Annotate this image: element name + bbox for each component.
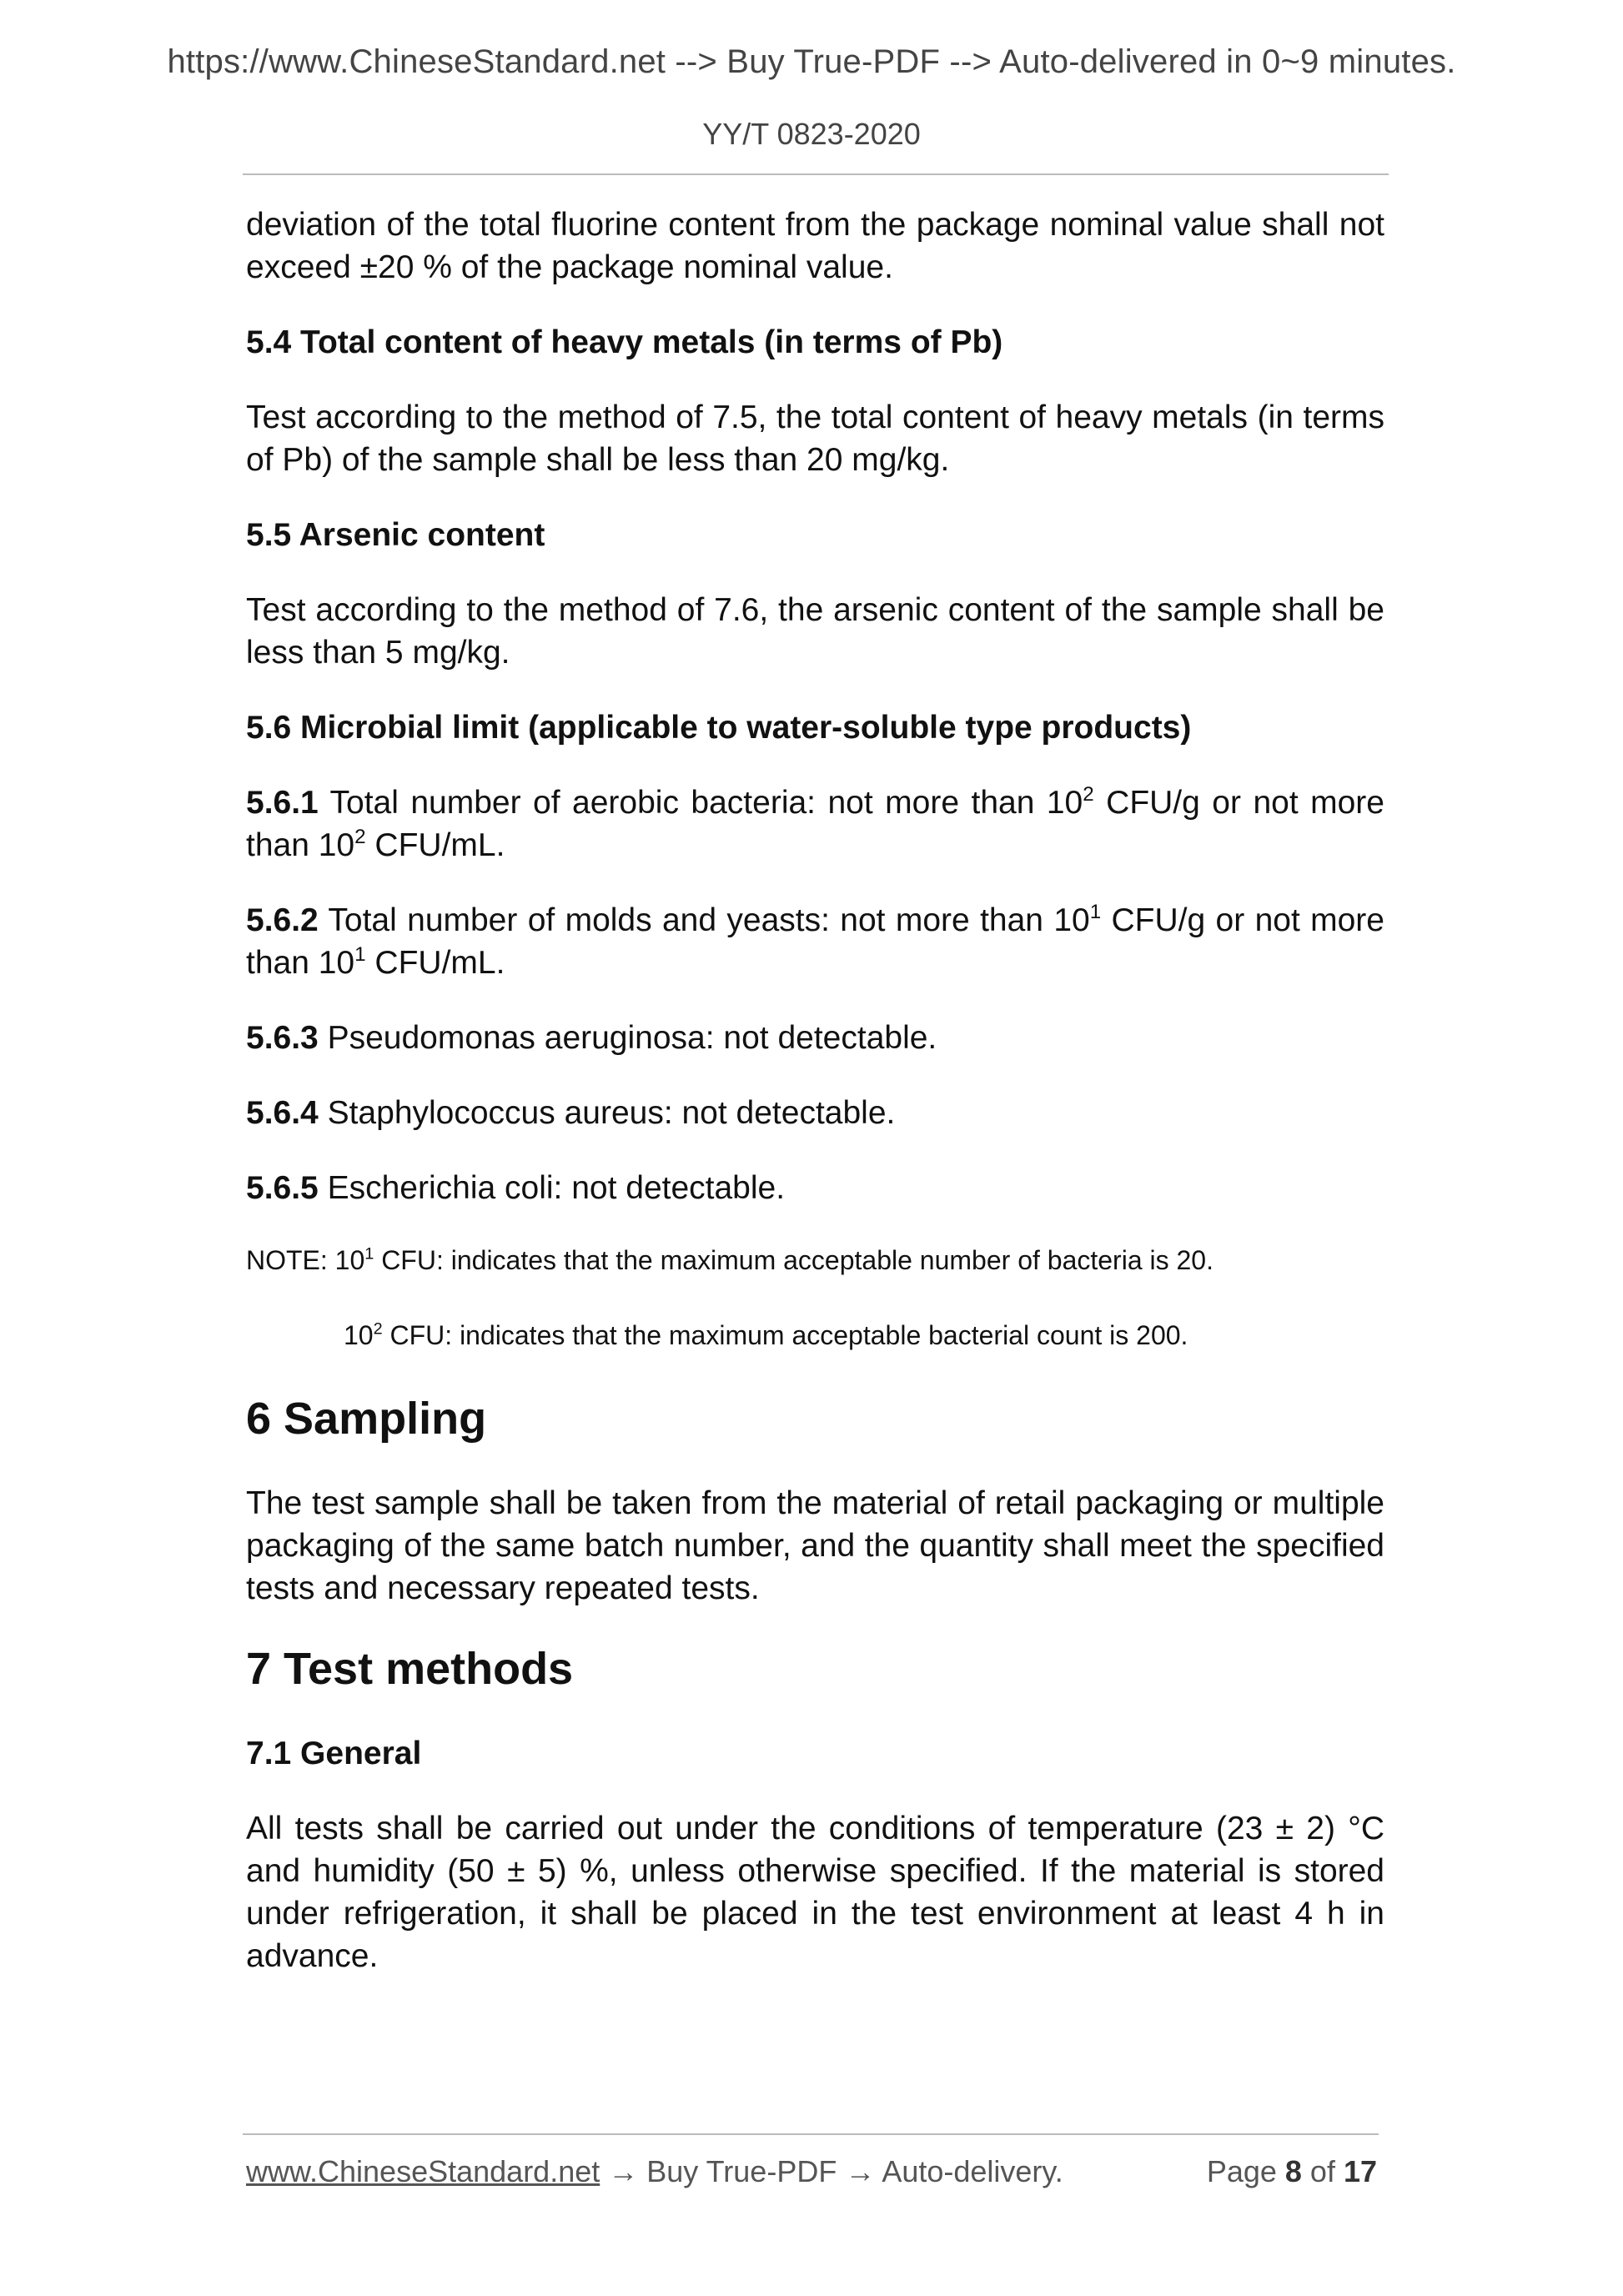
top-banner: https://www.ChineseStandard.net --> Buy True-PDF --> Auto-delivered in 0~9 minutes. — [167, 43, 1456, 80]
section-6-text: The test sample shall be taken from the material of retail packaging or multiple packaging of the same batch number, and the quantity shall meet the specified tests and necessary repeated tests. — [246, 1485, 1384, 1606]
section-5-5-title: 5.5 Arsenic content — [246, 517, 545, 553]
intro-paragraph: deviation of the total fluorine content from the package nominal value shall not exceed ±20 % of the package nominal value. — [246, 207, 1384, 285]
clause-5-6-5: 5.6.5 Escherichia coli: not detectable. — [246, 1170, 786, 1206]
footer-promo: www.ChineseStandard.net → Buy True-PDF → Auto-delivery. — [246, 2154, 1063, 2188]
note-line-2: $10^2$ CFU: indicates that the maximum acceptable bacterial count is 200. — [344, 1319, 1188, 1350]
clause-5-6-3: 5.6.3 Pseudomonas aeruginosa: not detectable. — [246, 1020, 937, 1056]
section-6-title: 6 Sampling — [246, 1394, 487, 1444]
header-divider — [243, 173, 1389, 175]
section-5-5-text: Test according to the method of 7.6, the arsenic content of the sample shall be less than 5 mg/kg. — [246, 592, 1384, 671]
clause-number: 5.6.3 — [246, 1020, 319, 1056]
clause-5-6-1: 5.6.1 Total number of aerobic bacteria: not more than $10^2$ CFU/g or not more than $10^2$ CFU/mL. — [246, 783, 1384, 863]
page-total: 17 — [1343, 2154, 1377, 2188]
footer-link[interactable]: www.ChineseStandard.net — [246, 2154, 600, 2188]
clause-5-6-4: 5.6.4 Staphylococcus aureus: not detectable. — [246, 1095, 896, 1131]
footer-divider — [243, 2133, 1379, 2135]
page-content — [246, 203, 1384, 2010]
document-code: YY/T 0823-2020 — [702, 117, 921, 151]
clause-number: 5.6.2 — [246, 902, 319, 938]
page-number: 8 — [1284, 2154, 1302, 2188]
section-7-title: 7 Test methods — [246, 1644, 574, 1694]
section-7-1-title: 7.1 General — [246, 1736, 422, 1771]
clause-number: 5.6.4 — [246, 1095, 319, 1131]
clause-5-6-2: 5.6.2 Total number of molds and yeasts: not more than $10^1$ CFU/g or not more than $10^1$ CFU/mL. — [246, 901, 1384, 981]
section-5-4-text: Test according to the method of 7.5, the total content of heavy metals (in terms of Pb) of the sample shall be less than 20 mg/kg. — [246, 399, 1384, 478]
note-line-1: NOTE: $10^1$ CFU: indicates that the maximum acceptable number of bacteria is 20. — [246, 1244, 1213, 1275]
clause-number: 5.6.1 — [246, 785, 319, 821]
section-5-6-title: 5.6 Microbial limit (applicable to water-soluble type products) — [246, 710, 1192, 746]
section-7-1-text: All tests shall be carried out under the conditions of temperature (23 ± 2) °C and humidity (50 ± 5) %, unless otherwise specified. If the material is stored under refrigeration, it shall be placed in the test environment at least 4 h in advance. — [246, 1811, 1384, 1974]
clause-number: 5.6.5 — [246, 1170, 319, 1206]
page-indicator: Page 8 of 17 — [1206, 2154, 1377, 2188]
section-5-4-title: 5.4 Total content of heavy metals (in terms of Pb) — [246, 324, 1003, 360]
